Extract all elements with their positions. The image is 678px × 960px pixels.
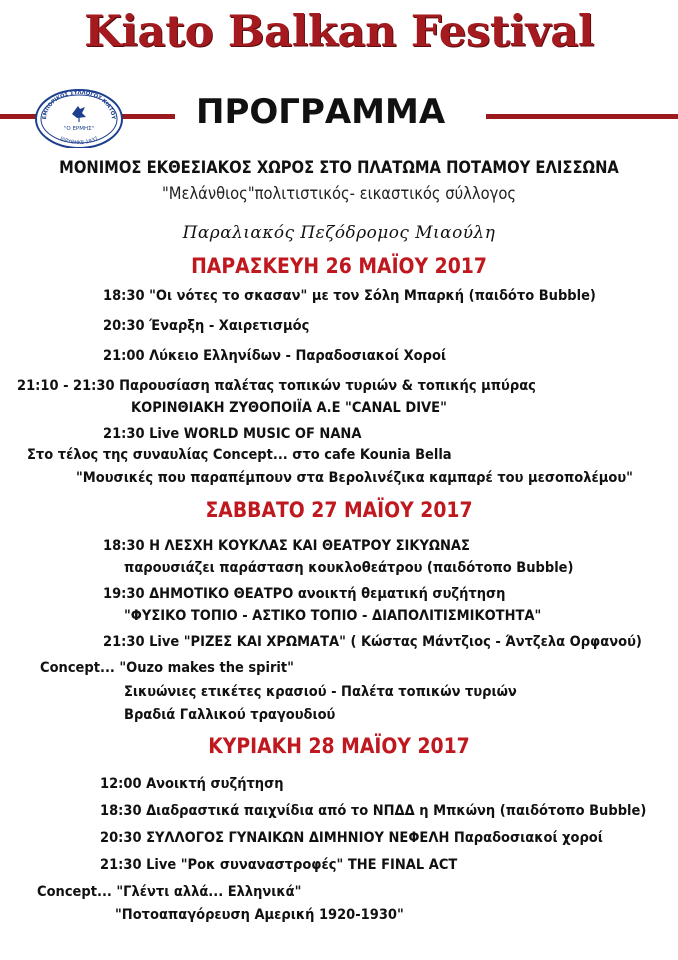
logo-name-text: "Ο ΕΡΜΗΣ" — [63, 126, 95, 132]
day-title-friday: ΠΑΡΑΣΚΕΥΗ 26 ΜΑΪΟΥ 2017 — [191, 254, 487, 278]
event-line: Concept... "Γλέντι αλλά... Ελληνικά" — [37, 884, 302, 900]
association-line: "Μελάνθιος"πολιτιστικός- εικαστικός σύλλογος — [161, 184, 517, 203]
promenade-line: Παραλιακός Πεζόδρομος Μιαούλη — [182, 222, 496, 242]
event-line: 21:10 - 21:30 Παρουσίαση παλέτας τοπικών τυριών & τοπικής μπύρας — [17, 378, 536, 394]
event-line: 20:30 Έναρξη - Χαιρετισμός — [103, 318, 310, 334]
event-line: 19:30 ΔΗΜΟΤΙΚΟ ΘΕΑΤΡΟ ανοικτή θεματική συζήτηση — [103, 586, 506, 602]
day-title-saturday: ΣΑΒΒΑΤΟ 27 ΜΑΪΟΥ 2017 — [205, 498, 473, 522]
event-line: 21:30 Live "ΡΙΖΕΣ ΚΑΙ ΧΡΩΜΑΤΑ" ( Κώστας Μάντζιος - Άντζελα Ορφανού) — [103, 634, 642, 650]
event-line: Concept... "Ouzo makes the spirit" — [40, 660, 294, 676]
logo-bottom-text: ΙΔΡΥΘΗΚΕ 1937 — [58, 135, 100, 147]
event-line: 18:30 Η ΛΕΣΧΗ ΚΟΥΚΛΑΣ ΚΑΙ ΘΕΑΤΡΟΥ ΣΙΚΥΩΝΑΣ — [103, 538, 470, 554]
event-line: 18:30 Διαδραστικά παιχνίδια από το ΝΠΔΔ η Μπκώνη (παιδότοπο Bubble) — [100, 803, 647, 819]
event-line: "Ποτοαπαγόρευση Αμερική 1920-1930" — [115, 907, 404, 923]
event-line: 21:30 Live "Ροκ συναναστροφές" THE FINAL ACT — [100, 857, 458, 873]
event-line: 21:30 Live WORLD MUSIC OF NANA — [103, 426, 362, 442]
festival-title: Kiato Balkan Festival — [84, 6, 594, 57]
right-rule — [486, 114, 678, 119]
event-line: "ΦΥΣΙΚΟ ΤΟΠΙΟ - ΑΣΤΙΚΟ ΤΟΠΙΟ - ΔΙΑΠΟΛΙΤΙΣΜΙΚΟΤΗΤΑ" — [124, 608, 542, 624]
event-line: 21:00 Λύκειο Ελληνίδων - Παραδοσιακοί Χοροί — [103, 348, 447, 364]
venue-line: ΜΟΝΙΜΟΣ ΕΚΘΕΣΙΑΚΟΣ ΧΩΡΟΣ ΣΤΟ ΠΛΑΤΩΜΑ ΠΟΤΑΜΟΥ ΕΛΙΣΣΩΝΑ — [59, 158, 619, 177]
association-logo — [34, 86, 124, 148]
program-heading: ΠΡΟΓΡΑΜΜΑ — [196, 92, 446, 132]
event-line: ΚΟΡΙΝΘΙΑΚΗ ΖΥΘΟΠΟΙΪΑ Α.Ε "CANAL DIVE" — [131, 400, 447, 416]
event-line: παρουσιάζει παράσταση κουκλοθεάτρου (παιδότοπο Bubble) — [124, 560, 574, 576]
event-line: "Μουσικές που παραπέμπουν στα Βερολινέζικα καμπαρέ του μεσοπολέμου" — [76, 470, 633, 486]
event-line: 20:30 ΣΥΛΛΟΓΟΣ ΓΥΝΑΙΚΩΝ ΔΙΜΗΝΙΟΥ ΝΕΦΕΛΗ Παραδοσιακοί χοροί — [100, 830, 603, 846]
day-title-sunday: ΚΥΡΙΑΚΗ 28 ΜΑΪΟΥ 2017 — [208, 734, 470, 758]
event-line: Στο τέλος της συναυλίας Concept... στο cafe Kounia Bella — [27, 447, 452, 463]
event-line: 12:00 Ανοικτή συζήτηση — [100, 776, 284, 792]
logo-top-text: ΕΜΠΟΡΙΚΟΣ ΣΥΛΛΟΓΟΣ ΚΙΑΤΟΥ — [41, 89, 117, 120]
event-line: Βραδιά Γαλλικού τραγουδιού — [124, 707, 336, 723]
event-line: Σικυώνιες ετικέτες κρασιού - Παλέτα τοπικών τυριών — [124, 684, 517, 700]
event-line: 18:30 "Οι νότες το σκασαν" με τον Σόλη Μπαρκή (παιδότο Bubble) — [103, 288, 596, 304]
